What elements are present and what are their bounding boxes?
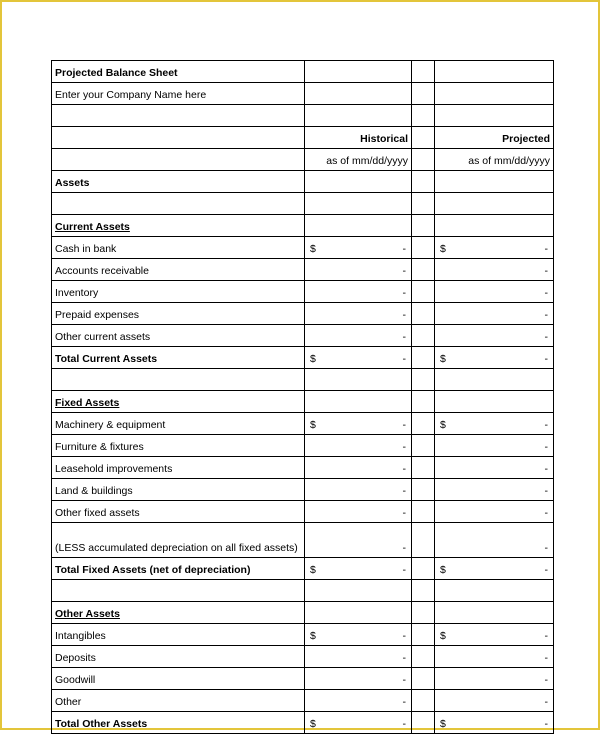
- row-label[interactable]: Cash in bank: [52, 237, 305, 259]
- spacer-cell[interactable]: [412, 105, 435, 127]
- value-dash: -: [402, 309, 406, 321]
- spacer-cell[interactable]: [412, 281, 435, 303]
- empty-cell[interactable]: [435, 391, 554, 413]
- company-name-cell[interactable]: Enter your Company Name here: [52, 83, 305, 105]
- empty-cell[interactable]: [435, 580, 554, 602]
- currency-symbol: $: [310, 419, 316, 431]
- value-dash: -: [402, 287, 406, 299]
- table-row: [52, 413, 554, 435]
- row-label[interactable]: Furniture & fixtures: [52, 435, 305, 457]
- empty-cell[interactable]: [435, 171, 554, 193]
- currency-symbol: $: [310, 630, 316, 642]
- projected-total[interactable]: [435, 712, 554, 734]
- empty-cell[interactable]: [305, 215, 412, 237]
- value-dash: -: [544, 441, 548, 453]
- balance-sheet-table: [51, 60, 554, 734]
- value-dash: -: [544, 696, 548, 708]
- spacer-cell[interactable]: [412, 237, 435, 259]
- currency-symbol: $: [440, 419, 446, 431]
- projected-date[interactable]: as of mm/dd/yyyy: [435, 149, 554, 171]
- empty-cell[interactable]: [52, 105, 305, 127]
- currency-symbol: $: [310, 564, 316, 576]
- historical-date[interactable]: as of mm/dd/yyyy: [305, 149, 412, 171]
- spacer-cell[interactable]: [412, 523, 435, 558]
- spacer-cell[interactable]: [412, 369, 435, 391]
- value-dash: -: [544, 265, 548, 277]
- value-dash: -: [402, 441, 406, 453]
- table-row: [52, 127, 554, 149]
- spacer-cell[interactable]: [412, 479, 435, 501]
- spacer-cell[interactable]: [412, 193, 435, 215]
- spacer-cell[interactable]: [412, 712, 435, 734]
- value-dash: -: [544, 353, 548, 365]
- currency-symbol: $: [440, 718, 446, 730]
- projected-value[interactable]: [435, 435, 554, 457]
- projected-value[interactable]: [435, 523, 554, 558]
- total-label[interactable]: Total Current Assets: [52, 347, 305, 369]
- value-dash: -: [402, 507, 406, 519]
- row-label[interactable]: Inventory: [52, 281, 305, 303]
- spacer-cell[interactable]: [412, 171, 435, 193]
- currency-symbol: $: [310, 718, 316, 730]
- spacer-cell[interactable]: [412, 602, 435, 624]
- table-row: [52, 690, 554, 712]
- spacer-cell[interactable]: [412, 347, 435, 369]
- table-row: [52, 558, 554, 580]
- row-label[interactable]: Accounts receivable: [52, 259, 305, 281]
- currency-symbol: $: [440, 630, 446, 642]
- historical-value[interactable]: [305, 668, 412, 690]
- value-dash: -: [402, 419, 406, 431]
- value-dash: -: [544, 463, 548, 475]
- assets-heading[interactable]: Assets: [52, 171, 305, 193]
- table-row: [52, 479, 554, 501]
- empty-cell[interactable]: [435, 369, 554, 391]
- row-label[interactable]: Other fixed assets: [52, 501, 305, 523]
- spacer-cell[interactable]: [412, 61, 435, 83]
- row-label[interactable]: Goodwill: [52, 668, 305, 690]
- projected-value[interactable]: [435, 413, 554, 435]
- historical-total[interactable]: [305, 347, 412, 369]
- empty-cell[interactable]: [305, 391, 412, 413]
- value-dash: -: [544, 485, 548, 497]
- empty-cell[interactable]: [305, 105, 412, 127]
- empty-cell[interactable]: [305, 369, 412, 391]
- table-row: [52, 325, 554, 347]
- value-dash: -: [544, 243, 548, 255]
- currency-symbol: $: [440, 564, 446, 576]
- value-dash: -: [544, 564, 548, 576]
- value-dash: -: [544, 507, 548, 519]
- value-dash: -: [402, 652, 406, 664]
- spacer-cell[interactable]: [412, 325, 435, 347]
- table-row: [52, 149, 554, 171]
- value-dash: -: [402, 564, 406, 576]
- projected-value[interactable]: [435, 237, 554, 259]
- historical-value[interactable]: [305, 303, 412, 325]
- projected-total[interactable]: [435, 347, 554, 369]
- table-row: [52, 580, 554, 602]
- table-row: [52, 369, 554, 391]
- table-row: [52, 171, 554, 193]
- empty-cell[interactable]: [435, 61, 554, 83]
- projected-value[interactable]: [435, 457, 554, 479]
- value-dash: -: [402, 353, 406, 365]
- historical-value[interactable]: [305, 479, 412, 501]
- empty-cell[interactable]: [52, 369, 305, 391]
- row-label[interactable]: Land & buildings: [52, 479, 305, 501]
- table-row: [52, 193, 554, 215]
- empty-cell[interactable]: [52, 580, 305, 602]
- table-row: [52, 281, 554, 303]
- empty-cell[interactable]: [435, 215, 554, 237]
- table-row: [52, 215, 554, 237]
- table-row: [52, 61, 554, 83]
- projected-header[interactable]: Projected: [435, 127, 554, 149]
- row-label[interactable]: Machinery & equipment: [52, 413, 305, 435]
- sheet-title[interactable]: Projected Balance Sheet: [52, 61, 305, 83]
- value-dash: -: [402, 718, 406, 730]
- table-row: [52, 259, 554, 281]
- empty-cell[interactable]: [52, 127, 305, 149]
- table-row: [52, 105, 554, 127]
- spacer-cell[interactable]: [412, 215, 435, 237]
- table-row: [52, 457, 554, 479]
- historical-value[interactable]: [305, 259, 412, 281]
- historical-value[interactable]: [305, 457, 412, 479]
- empty-cell[interactable]: [435, 602, 554, 624]
- historical-total[interactable]: [305, 712, 412, 734]
- empty-cell[interactable]: [305, 580, 412, 602]
- empty-cell[interactable]: [305, 61, 412, 83]
- historical-value[interactable]: [305, 413, 412, 435]
- historical-value[interactable]: [305, 281, 412, 303]
- currency-symbol: $: [440, 243, 446, 255]
- table-row: [52, 523, 554, 558]
- projected-value[interactable]: [435, 646, 554, 668]
- table-row: [52, 435, 554, 457]
- value-dash: -: [402, 265, 406, 277]
- spacer-cell[interactable]: [412, 624, 435, 646]
- value-dash: -: [544, 542, 548, 554]
- spacer-cell[interactable]: [412, 259, 435, 281]
- projected-value[interactable]: [435, 259, 554, 281]
- currency-symbol: $: [310, 353, 316, 365]
- projected-value[interactable]: [435, 325, 554, 347]
- historical-value[interactable]: [305, 690, 412, 712]
- table-row: [52, 624, 554, 646]
- other-assets-heading[interactable]: Other Assets: [52, 602, 305, 624]
- table-row: [52, 347, 554, 369]
- projected-value[interactable]: [435, 624, 554, 646]
- row-label[interactable]: Leasehold improvements: [52, 457, 305, 479]
- historical-total[interactable]: [305, 558, 412, 580]
- value-dash: -: [402, 630, 406, 642]
- table-row: [52, 237, 554, 259]
- row-label[interactable]: Intangibles: [52, 624, 305, 646]
- empty-cell[interactable]: [305, 193, 412, 215]
- table-row: [52, 712, 554, 734]
- table-row: [52, 303, 554, 325]
- value-dash: -: [544, 309, 548, 321]
- spacer-cell[interactable]: [412, 668, 435, 690]
- spacer-cell[interactable]: [412, 435, 435, 457]
- spacer-cell[interactable]: [412, 501, 435, 523]
- spacer-cell[interactable]: [412, 391, 435, 413]
- value-dash: -: [402, 674, 406, 686]
- historical-value[interactable]: [305, 237, 412, 259]
- empty-cell[interactable]: [435, 193, 554, 215]
- total-label[interactable]: Total Fixed Assets (net of depreciation): [52, 558, 305, 580]
- row-label[interactable]: Deposits: [52, 646, 305, 668]
- projected-value[interactable]: [435, 668, 554, 690]
- historical-value[interactable]: [305, 435, 412, 457]
- historical-value[interactable]: [305, 624, 412, 646]
- value-dash: -: [544, 718, 548, 730]
- value-dash: -: [544, 331, 548, 343]
- projected-value[interactable]: [435, 303, 554, 325]
- spacer-cell[interactable]: [412, 149, 435, 171]
- value-dash: -: [544, 674, 548, 686]
- currency-symbol: $: [440, 353, 446, 365]
- fixed-assets-heading[interactable]: Fixed Assets: [52, 391, 305, 413]
- table-row: [52, 83, 554, 105]
- spacer-cell[interactable]: [412, 558, 435, 580]
- historical-header[interactable]: Historical: [305, 127, 412, 149]
- value-dash: -: [544, 652, 548, 664]
- row-label[interactable]: Prepaid expenses: [52, 303, 305, 325]
- row-label[interactable]: (LESS accumulated depreciation on all fixed assets): [52, 523, 305, 558]
- value-dash: -: [402, 485, 406, 497]
- table-row: [52, 668, 554, 690]
- spacer-cell[interactable]: [412, 413, 435, 435]
- table-row: [52, 391, 554, 413]
- spacer-cell[interactable]: [412, 127, 435, 149]
- empty-cell[interactable]: [435, 83, 554, 105]
- table-row: [52, 646, 554, 668]
- spacer-cell[interactable]: [412, 580, 435, 602]
- value-dash: -: [544, 630, 548, 642]
- value-dash: -: [402, 463, 406, 475]
- spacer-cell[interactable]: [412, 83, 435, 105]
- empty-cell[interactable]: [435, 105, 554, 127]
- projected-value[interactable]: [435, 281, 554, 303]
- value-dash: -: [544, 287, 548, 299]
- spacer-cell[interactable]: [412, 646, 435, 668]
- value-dash: -: [402, 696, 406, 708]
- empty-cell[interactable]: [305, 83, 412, 105]
- empty-cell[interactable]: [305, 171, 412, 193]
- projected-value[interactable]: [435, 479, 554, 501]
- row-label[interactable]: Other current assets: [52, 325, 305, 347]
- projected-value[interactable]: [435, 690, 554, 712]
- historical-value[interactable]: [305, 501, 412, 523]
- spacer-cell[interactable]: [412, 690, 435, 712]
- current-assets-heading[interactable]: Current Assets: [52, 215, 305, 237]
- value-dash: -: [402, 542, 406, 554]
- empty-cell[interactable]: [305, 602, 412, 624]
- projected-total[interactable]: [435, 558, 554, 580]
- projected-value[interactable]: [435, 501, 554, 523]
- table-row: [52, 602, 554, 624]
- spacer-cell[interactable]: [412, 457, 435, 479]
- row-label[interactable]: Other: [52, 690, 305, 712]
- table-row: [52, 501, 554, 523]
- value-dash: -: [402, 243, 406, 255]
- value-dash: -: [544, 419, 548, 431]
- currency-symbol: $: [310, 243, 316, 255]
- historical-value[interactable]: [305, 325, 412, 347]
- historical-value[interactable]: [305, 646, 412, 668]
- total-label[interactable]: Total Other Assets: [52, 712, 305, 734]
- empty-cell[interactable]: [52, 149, 305, 171]
- empty-cell[interactable]: [52, 193, 305, 215]
- value-dash: -: [402, 331, 406, 343]
- historical-value[interactable]: [305, 523, 412, 558]
- spacer-cell[interactable]: [412, 303, 435, 325]
